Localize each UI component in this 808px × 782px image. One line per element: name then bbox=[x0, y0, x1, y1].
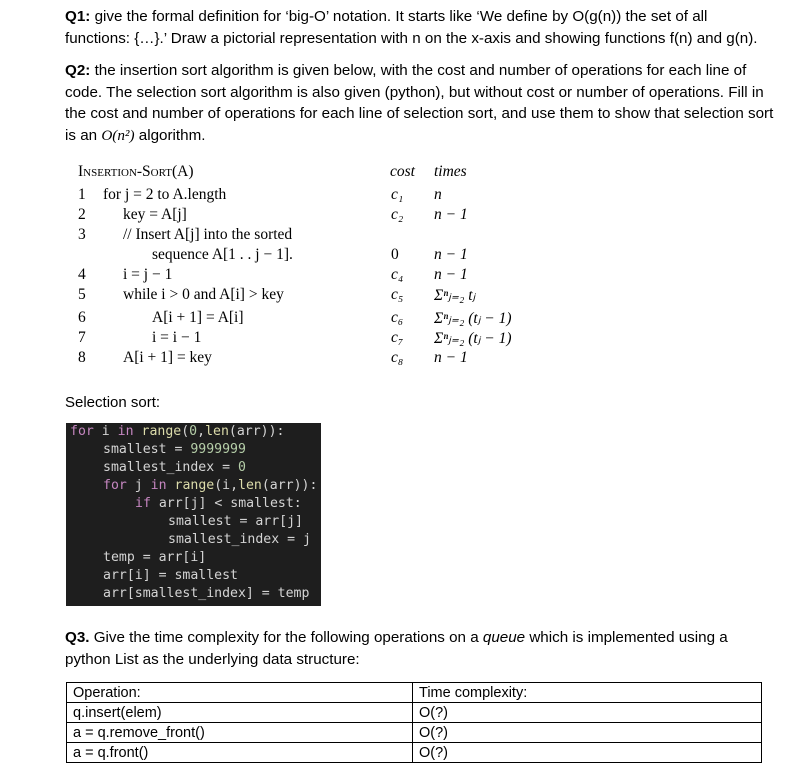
times-header: times bbox=[434, 163, 467, 180]
table-row bbox=[67, 703, 762, 723]
line-cost: c₂ bbox=[391, 206, 404, 223]
code-line: smallest = 9999999 bbox=[103, 442, 246, 457]
line-cost: c₈ bbox=[391, 349, 404, 366]
line-times: Σⁿⱼ₌₂ (tⱼ − 1) bbox=[434, 330, 512, 347]
line-times: n − 1 bbox=[434, 266, 468, 283]
insertion-sort-pseudocode bbox=[78, 163, 578, 373]
line-code: // Insert A[j] into the sorted bbox=[123, 226, 293, 243]
code-line: arr[smallest_index] = temp bbox=[103, 586, 310, 601]
line-code: A[i + 1] = key bbox=[123, 349, 212, 366]
question-3-text-2: which is implemented using a python List as the underlying data structure: bbox=[65, 629, 728, 668]
question-1-label: Q1: bbox=[65, 8, 91, 25]
pseudocode-line bbox=[78, 266, 578, 284]
question-3-text-1: Give the time complexity for the following operations on a bbox=[89, 629, 483, 646]
code-line: if arr[j] < smallest: bbox=[135, 496, 302, 511]
line-times: n − 1 bbox=[434, 246, 468, 263]
line-cost: 0 bbox=[391, 246, 399, 263]
line-number: 6 bbox=[78, 309, 86, 326]
question-2-text-2: algorithm. bbox=[134, 126, 206, 144]
table-cell: O(?) bbox=[413, 743, 762, 763]
table-cell: a = q.front() bbox=[67, 743, 413, 763]
pseudocode-line bbox=[78, 329, 578, 347]
question-3-label: Q3. bbox=[65, 629, 90, 646]
code-line: for i in range(0,len(arr)): bbox=[70, 424, 285, 439]
line-number: 7 bbox=[78, 329, 86, 346]
line-code: sequence A[1 . . j − 1]. bbox=[152, 246, 293, 263]
table-header-cell: Time complexity: bbox=[413, 683, 762, 703]
line-code: for j = 2 to A.length bbox=[103, 186, 227, 203]
line-cost: c₇ bbox=[391, 329, 404, 346]
table-cell: O(?) bbox=[413, 703, 762, 723]
question-2-text-1: the insertion sort algorithm is given below, with the cost and number of operations for each line of code. The selection sort algorithm is also given (python), but without cost or number of operations. Fill in the cost and number of operations for each line of selection sort, and use them to show that selection sort is an bbox=[65, 62, 774, 144]
table-row bbox=[67, 743, 762, 763]
line-number: 8 bbox=[78, 349, 86, 366]
selection-sort-code-block bbox=[66, 423, 321, 606]
line-number: 4 bbox=[78, 266, 86, 283]
question-1 bbox=[65, 6, 775, 49]
line-code: A[i + 1] = A[i] bbox=[152, 309, 244, 326]
question-2-label: Q2: bbox=[65, 62, 91, 79]
code-line: arr[i] = smallest bbox=[103, 568, 238, 583]
cost-header: cost bbox=[390, 163, 415, 180]
table-cell: O(?) bbox=[413, 723, 762, 743]
line-number: 1 bbox=[78, 186, 86, 203]
line-cost: c₆ bbox=[391, 309, 404, 326]
line-number: 5 bbox=[78, 286, 86, 303]
line-code: key = A[j] bbox=[123, 206, 187, 223]
pseudocode-line bbox=[78, 286, 578, 304]
table-row bbox=[67, 723, 762, 743]
line-code: i = i − 1 bbox=[152, 329, 202, 346]
line-cost: c₄ bbox=[391, 266, 404, 283]
line-cost: c₁ bbox=[391, 186, 404, 203]
line-times: n − 1 bbox=[434, 349, 468, 366]
selection-sort-label: Selection sort: bbox=[65, 394, 161, 411]
line-number: 2 bbox=[78, 206, 86, 223]
line-number: 3 bbox=[78, 226, 86, 243]
question-3-italic: queue bbox=[482, 629, 526, 646]
line-times: n bbox=[434, 186, 442, 203]
question-2 bbox=[65, 60, 775, 146]
table-cell: q.insert(elem) bbox=[67, 703, 413, 723]
code-line: smallest = arr[j] bbox=[168, 514, 303, 529]
pseudocode-line bbox=[78, 246, 578, 264]
line-cost: c₅ bbox=[391, 286, 404, 303]
table-cell: a = q.remove_front() bbox=[67, 723, 413, 743]
line-times: Σⁿⱼ₌₂ (tⱼ − 1) bbox=[434, 310, 512, 327]
pseudocode-line bbox=[78, 226, 578, 244]
pseudocode-line bbox=[78, 309, 578, 327]
code-line: temp = arr[i] bbox=[103, 550, 207, 565]
pseudocode-line bbox=[78, 349, 578, 367]
question-3 bbox=[65, 627, 755, 670]
line-code: i = j − 1 bbox=[123, 266, 173, 283]
code-line: for j in range(i,len(arr)): bbox=[103, 478, 318, 493]
pseudocode-line bbox=[78, 206, 578, 224]
pseudocode-line bbox=[78, 186, 578, 204]
line-times: Σⁿⱼ₌₂ tⱼ bbox=[434, 287, 476, 304]
code-line: smallest_index = j bbox=[168, 532, 311, 547]
line-code: while i > 0 and A[i] > key bbox=[123, 286, 284, 303]
table-header-row bbox=[67, 683, 762, 703]
code-line: smallest_index = 0 bbox=[103, 460, 246, 475]
question-2-math: O(n²) bbox=[101, 126, 135, 144]
question-1-text: give the formal definition for ‘big-O’ notation. It starts like ‘We define by O(g(n)) the set of all functions: {…}.’ Draw a pictorial representation with n on the x-axis and showing functions f(n) and g(n). bbox=[65, 8, 758, 47]
header-row bbox=[78, 163, 578, 181]
operations-table bbox=[66, 682, 762, 763]
table-header-cell: Operation: bbox=[67, 683, 413, 703]
insertion-sort-title: Insertion-Sort(A) bbox=[78, 163, 194, 180]
line-times: n − 1 bbox=[434, 206, 468, 223]
